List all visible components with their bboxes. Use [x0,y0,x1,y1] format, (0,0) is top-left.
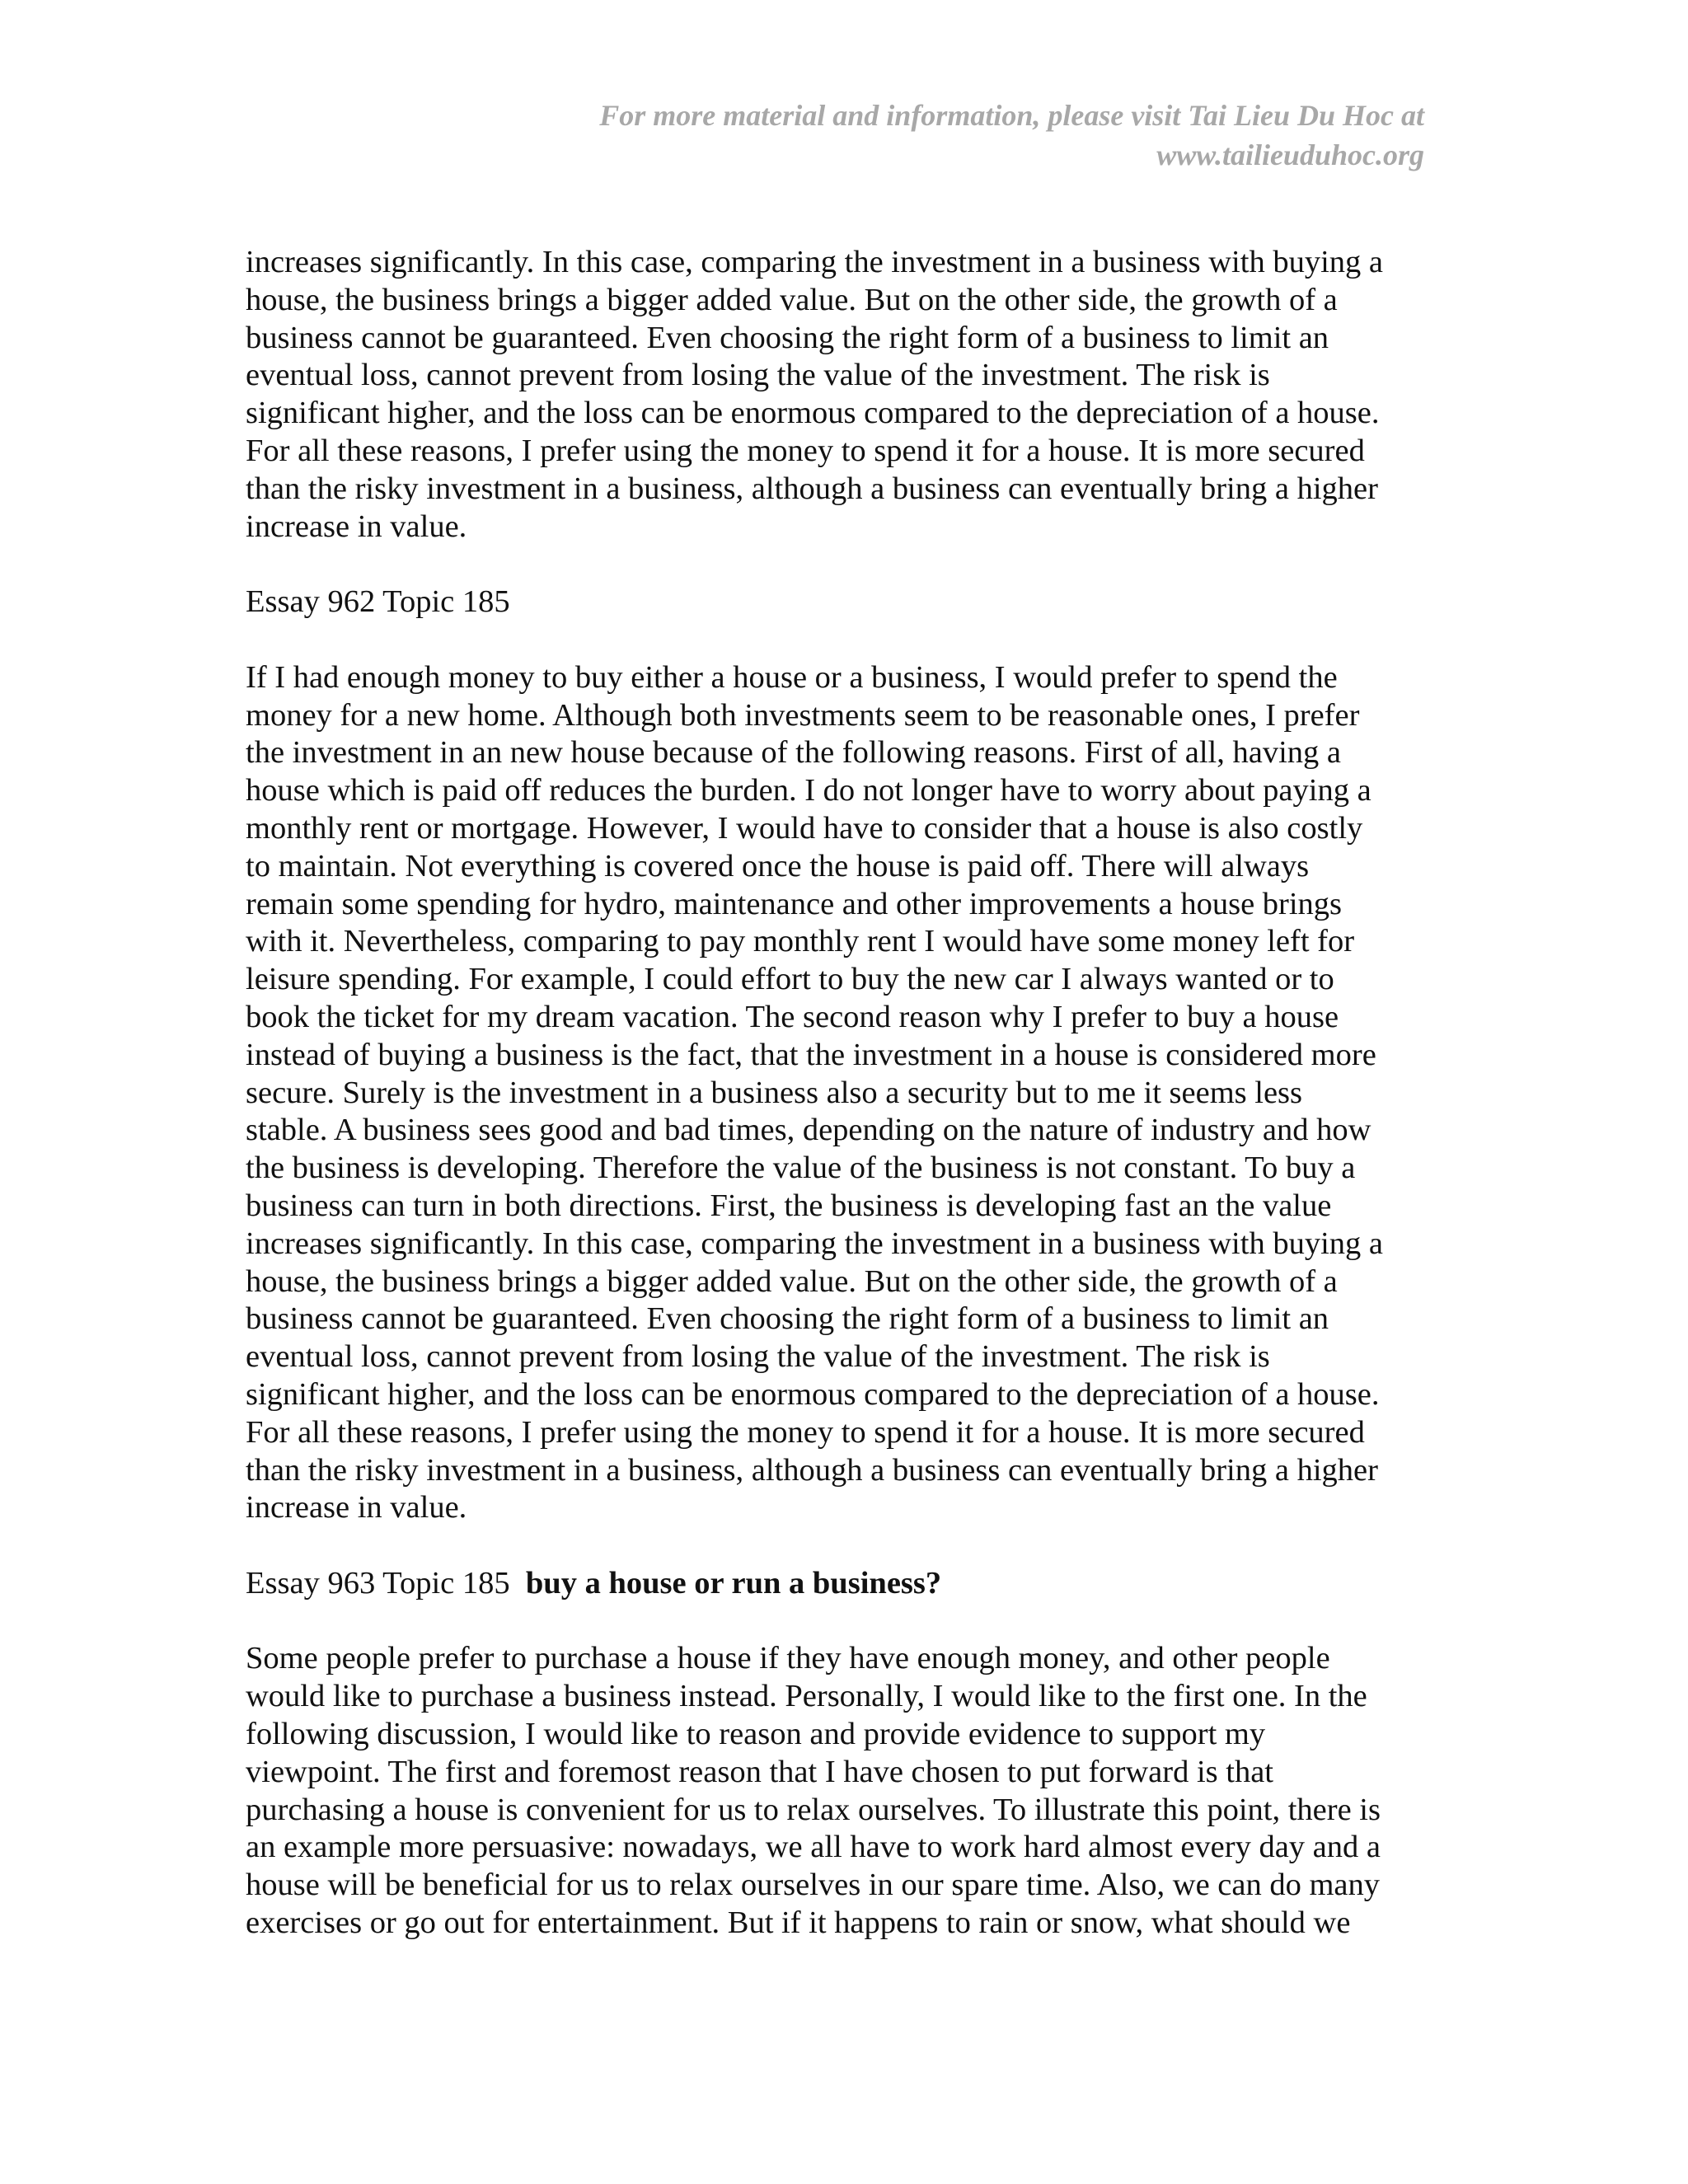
page-header [353,96,1424,175]
paragraph-gap [246,621,1441,659]
paragraph-line: business can turn in both directions. First, the business is developing fast an the value [246,1188,1332,1223]
paragraph-line: business cannot be guaranteed. Even choosing the right form of a business to limit an [246,320,1329,355]
paragraph-line: business cannot be guaranteed. Even choosing the right form of a business to limit an [246,1301,1329,1337]
paragraph-gap [246,1603,1441,1641]
paragraph-line: significant higher, and the loss can be enormous compared to the depreciation of a house. [246,1376,1380,1412]
paragraph-line: would like to purchase a business instead. Personally, I would like to the first one. In the [246,1679,1367,1714]
paragraph-line: instead of buying a business is the fact, that the investment in a house is considered more [246,1037,1376,1072]
paragraph-line: than the risky investment in a business, although a business can eventually bring a higher [246,1452,1378,1488]
paragraph-line: the investment in an new house because of the following reasons. First of all, having a [246,735,1342,771]
paragraph-line: house, the business brings a bigger added value. But on the other side, the growth of a [246,282,1338,317]
paragraph-line: money for a new home. Although both investments seem to be reasonable ones, I prefer [246,697,1360,733]
essay-962-paragraph [246,659,1441,1527]
paragraph-line: book the ticket for my dream vacation. The second reason why I prefer to buy a house [246,999,1339,1034]
paragraph-line: significant higher, and the loss can be enormous compared to the depreciation of a house. [246,396,1380,431]
paragraph-line: eventual loss, cannot prevent from losing the value of the investment. The risk is [246,358,1270,393]
paragraph-line: leisure spending. For example, I could effort to buy the new car I always wanted or to [246,962,1334,997]
paragraph-line: increase in value. [246,1490,467,1526]
essay-962-heading: Essay 962 Topic 185 [246,584,510,620]
paragraph-gap [246,546,1441,583]
paragraph-line: secure. Surely is the investment in a business also a security but to me it seems less [246,1075,1303,1110]
paragraph-line: than the risky investment in a business, although a business can eventually bring a higher [246,471,1378,506]
paragraph-line: purchasing a house is convenient for us to relax ourselves. To illustrate this point, there is [246,1792,1381,1827]
paragraph-line: increases significantly. In this case, comparing the investment in a business with buying a [246,245,1383,279]
paragraph-line: stable. A business sees good and bad times, depending on the nature of industry and how [246,1113,1372,1148]
header-link[interactable]: www.tailieuduhoc.org [1156,138,1424,171]
essay-963-label: Essay 963 Topic 185 [246,1565,510,1601]
paragraph-line: the business is developing. Therefore the value of the business is not constant. To buy a [246,1151,1356,1186]
paragraph-line: increase in value. [246,509,467,544]
paragraph-line: with it. Nevertheless, comparing to pay monthly rent I would have some money left for [246,924,1355,959]
paragraph-line: house, the business brings a bigger added value. But on the other side, the growth of a [246,1263,1338,1299]
continuation-paragraph [246,244,1441,546]
paragraph-line: Some people prefer to purchase a house if they have enough money, and other people [246,1641,1330,1676]
header-line-1: For more material and information, please visit Tai Lieu Du Hoc at [599,99,1424,132]
paragraph-line: monthly rent or mortgage. However, I would have to consider that a house is also costly [246,810,1363,846]
document-body [246,244,1441,1943]
paragraph-line: an example more persuasive: nowadays, we all have to work hard almost every day and a [246,1830,1381,1865]
essay-963-heading [246,1565,1441,1603]
paragraph-line: If I had enough money to buy either a house or a business, I would prefer to spend the [246,659,1338,695]
essay-963-title: buy a house or run a business? [525,1565,942,1601]
paragraph-line: remain some spending for hydro, maintenance and other improvements a house brings [246,886,1343,921]
essay-963-paragraph [246,1640,1441,1942]
paragraph-line: following discussion, I would like to reason and provide evidence to support my [246,1717,1266,1752]
paragraph-line: house which is paid off reduces the burden. I do not longer have to worry about paying a [246,773,1372,808]
paragraph-line: eventual loss, cannot prevent from losing the value of the investment. The risk is [246,1339,1270,1375]
paragraph-line: exercises or go out for entertainment. But if it happens to rain or snow, what should we [246,1905,1351,1941]
paragraph-line: For all these reasons, I prefer using the money to spend it for a house. It is more secured [246,1414,1365,1450]
paragraph-line: viewpoint. The first and foremost reason that I have chosen to put forward is that [246,1754,1274,1789]
paragraph-line: For all these reasons, I prefer using the money to spend it for a house. It is more secured [246,433,1365,468]
paragraph-line: increases significantly. In this case, comparing the investment in a business with buying a [246,1226,1383,1261]
paragraph-line: to maintain. Not everything is covered once the house is paid off. There will always [246,848,1310,883]
paragraph-line: house will be beneficial for us to relax ourselves in our spare time. Also, we can do many [246,1868,1380,1903]
paragraph-gap [246,1527,1441,1565]
